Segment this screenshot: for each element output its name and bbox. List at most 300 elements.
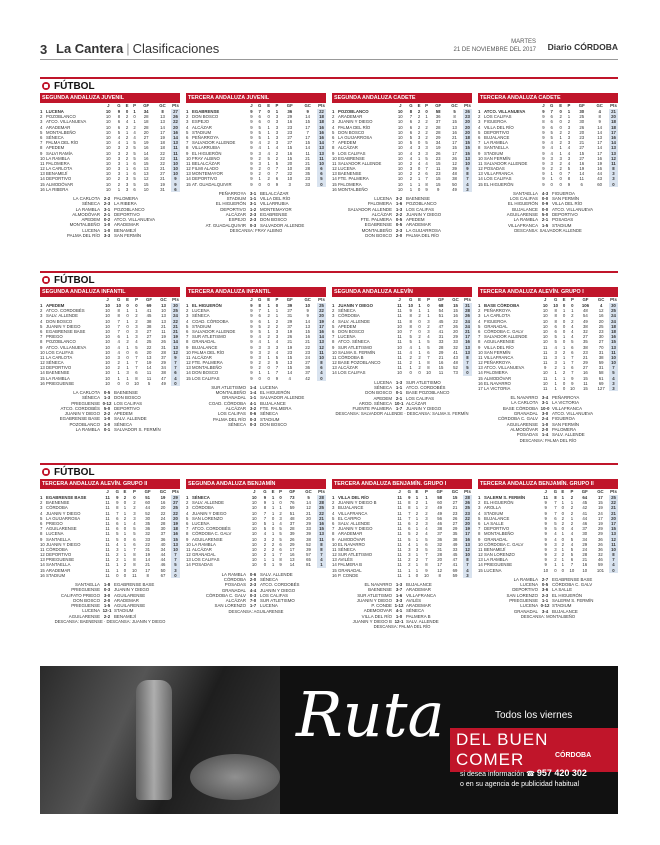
stat-cell: 19 [435, 145, 441, 151]
points-cell: 15 [171, 537, 180, 542]
stat-cell: 31 [598, 365, 604, 371]
stat-cell: 3 [408, 552, 411, 558]
position-cell: 6 [332, 328, 335, 334]
stat-cell: 3 [117, 145, 121, 151]
stat-cell: 27 [287, 140, 293, 146]
stat-cell: 21 [145, 562, 151, 568]
stat-cell: 30 [598, 334, 604, 340]
stat-cell: 9 [544, 562, 547, 568]
team-cell: COAD. CÓRDOBA [192, 318, 229, 324]
position-cell: 2 [478, 500, 481, 506]
stat-cell: 2 [417, 114, 421, 120]
stat-cell: 1 [126, 360, 129, 366]
position-cell: 11 [40, 354, 45, 360]
away-team: EGABRENSE BASE [552, 576, 593, 582]
column-header: E [562, 297, 566, 303]
stat-cell: 33 [305, 181, 311, 187]
stat-cell: 0 [559, 176, 562, 182]
team-cell: SAN FERMÍN [484, 155, 511, 161]
team-cell: BAENENSE [46, 370, 70, 376]
stat-cell: 7 [409, 114, 413, 120]
home-team: LUCENA [374, 196, 392, 201]
stat-cell: 20 [437, 557, 443, 563]
team-cell: JUANIN Y DIEGO [46, 323, 81, 329]
score: 5-0 [103, 405, 111, 411]
stat-cell: 9 [116, 495, 119, 501]
stat-cell: 4 [263, 531, 267, 537]
stat-cell: 2 [409, 354, 412, 360]
stat-cell: 29 [582, 541, 588, 547]
away-team: SALV. ALLENDE [260, 571, 293, 577]
team-cell: STADIUM [46, 572, 66, 578]
score: 3-1 [249, 201, 257, 207]
stat-cell: 2 [559, 129, 562, 135]
points-cell: 16 [171, 130, 180, 135]
stat-cell: 1 [123, 510, 127, 516]
stat-cell: 9 [408, 495, 411, 501]
stat-cell: 10 [134, 380, 139, 386]
score: 2-3 [249, 212, 257, 217]
stat-cell: 1 [135, 308, 138, 314]
stat-cell: 9 [250, 370, 253, 376]
home-team: DON BOSCO [365, 390, 392, 396]
score: 2-2 [103, 613, 111, 619]
home-team: FTE. PALMERA [360, 217, 392, 223]
stat-cell: 1 [550, 171, 553, 177]
position-cell: 4 [478, 510, 481, 516]
stat-cell: 3 [567, 134, 571, 140]
stat-cell: 21 [305, 155, 311, 161]
team-cell: EL HIGUERÓN [192, 303, 222, 309]
stat-cell: 0 [409, 370, 412, 376]
home-team: SANTAELLA [512, 190, 538, 196]
stat-cell: 30 [582, 531, 588, 537]
stat-cell: 17 [305, 134, 311, 140]
stat-cell: 40 [160, 541, 166, 547]
stat-cell: 10 [105, 186, 111, 192]
column-header: GC [159, 103, 166, 109]
score: 1-2 [249, 206, 257, 212]
stat-cell: 35 [583, 339, 588, 345]
stat-cell: 6 [133, 171, 136, 177]
stat-cell: 25 [579, 114, 585, 120]
team-cell: LA RAMBLA [484, 140, 508, 146]
stat-cell: 5 [133, 176, 136, 182]
away-team: LOS CALIFAS [406, 206, 435, 212]
stat-cell: 2 [135, 313, 138, 319]
column-header: G [553, 489, 558, 495]
team-cell: PALOMERA [484, 370, 508, 376]
stat-cell: 10 [251, 562, 257, 568]
position-cell: 12 [478, 360, 483, 366]
stat-cell: 5 [550, 129, 553, 135]
position-cell: 10 [186, 349, 191, 355]
stat-cell: 2 [415, 500, 419, 506]
stat-cell: 10 [397, 323, 402, 329]
stat-cell: 23 [583, 349, 588, 355]
stat-cell: 10 [569, 567, 575, 573]
team-cell: STADIUM [484, 510, 504, 516]
team-cell: LOS CALIFAS [338, 150, 366, 156]
team-cell: ALCÁZAR [338, 145, 358, 151]
stat-cell: 11 [105, 557, 110, 563]
stat-cell: 2 [425, 510, 428, 516]
stat-cell: 11 [146, 375, 152, 381]
stat-cell: 9 [250, 134, 253, 140]
position-cell: 13 [40, 365, 45, 371]
away-team: BENAMEJÍ [114, 613, 136, 619]
team-cell: FTE. PALMERA [338, 176, 369, 182]
ad-info-text-2: o en su agencia de publicidad habitual [460, 781, 580, 788]
stat-cell: 2 [275, 150, 279, 156]
team-cell: ATCO. CORDOBÉS [46, 308, 85, 314]
home-team: JUANIN Y DIEGO [64, 411, 100, 417]
stat-cell: 4 [554, 531, 557, 537]
score: 2-0 [395, 233, 403, 239]
stat-cell: 27 [579, 145, 585, 151]
position-cell: 9 [40, 150, 43, 156]
home-team: PEÑARROYA [218, 190, 246, 196]
stat-cell: 1 [409, 186, 413, 192]
position-cell: 11 [332, 354, 337, 360]
stat-cell: 67 [160, 572, 166, 578]
stat-cell: 3 [258, 354, 261, 360]
stat-cell: 8 [438, 572, 441, 578]
stat-cell: 16 [305, 334, 311, 340]
stat-cell: 2 [117, 181, 121, 187]
points-cell: 22 [317, 109, 326, 114]
stat-cell: 9 [409, 308, 412, 314]
position-cell: 4 [40, 510, 43, 516]
stat-cell: 5 [554, 334, 557, 340]
stat-cell: 11 [435, 166, 441, 172]
team-cell: PRIEGUENSE [46, 380, 75, 386]
home-team: SÉNECA [81, 201, 100, 207]
stat-cell: 2 [279, 510, 282, 516]
stat-cell: 7 [275, 171, 279, 177]
table-row [478, 386, 618, 391]
home-team: GRANADAL [513, 608, 538, 614]
team-cell: GRANADAL [192, 552, 216, 558]
position-cell: 8 [40, 531, 43, 537]
stat-cell: 3 [425, 515, 428, 521]
stat-cell: 3 [125, 186, 129, 192]
home-team: EGABRENSE [364, 222, 392, 228]
stat-cell: 6 [133, 541, 136, 547]
stat-cell: 2 [263, 541, 267, 547]
score: 1-6 [395, 201, 403, 207]
stat-cell: 1 [559, 134, 562, 140]
column-header: J [544, 489, 547, 495]
stat-cell: 11 [105, 546, 110, 552]
stat-cell: 9 [250, 318, 253, 324]
stat-cell: 11 [542, 386, 548, 392]
score: 1-0 [541, 421, 549, 427]
stat-cell: 9 [542, 160, 545, 166]
score: 10-1 [394, 400, 404, 406]
match-results [40, 390, 180, 432]
stat-cell: 51 [438, 313, 444, 319]
stat-cell: 14 [579, 171, 585, 177]
stat-cell: 5 [263, 520, 267, 526]
stat-cell: 4 [133, 134, 136, 140]
team-cell: BUJALANCE [484, 515, 510, 521]
away-team: PALMERA B [406, 613, 431, 619]
stat-cell: 0 [561, 510, 564, 516]
league-card [40, 287, 180, 443]
away-team: BASE POZOBLANCO [406, 390, 450, 396]
stat-cell: 2 [417, 109, 421, 115]
team-cell: AGUILARENSE [192, 536, 223, 542]
column-header: GF [289, 489, 296, 495]
home-team: EGABRENSE BASE [59, 416, 100, 422]
stat-cell: 4 [409, 145, 413, 151]
stat-cell: 7 [258, 308, 261, 314]
position-cell: 8 [478, 145, 481, 151]
stat-cell: 41 [453, 349, 458, 355]
stat-cell: 12 [452, 160, 457, 166]
stat-cell: 4 [409, 349, 412, 355]
standings-section [40, 463, 618, 630]
team-cell: SALVADOR ALLENDE [192, 328, 236, 334]
stat-cell: 2 [258, 155, 261, 161]
stat-cell: 5 [570, 546, 574, 552]
stat-cell: 10 [105, 323, 110, 329]
stat-cell: 8 [408, 505, 411, 511]
stat-cell: 22 [305, 344, 311, 350]
stat-cell: 0 [417, 140, 421, 146]
stat-cell: 22 [160, 160, 165, 166]
home-team: DON BOSCO [365, 233, 392, 239]
points-cell: 17 [609, 130, 618, 135]
stat-cell: 3 [125, 181, 129, 187]
league-card [332, 93, 472, 238]
match-results [478, 577, 618, 619]
stat-cell: 34 [143, 109, 149, 115]
position-cell: 9 [186, 344, 189, 350]
away-team: LA GUIJARROSA [406, 227, 441, 233]
stat-cell: 5 [117, 129, 121, 135]
league-title: TERCERA ANDALUZA BENJAMÍN. GRUPO I [332, 479, 472, 489]
stat-cell: 1 [123, 541, 127, 547]
away-team: STADIUM [260, 416, 280, 422]
stat-cell: 11 [105, 541, 110, 547]
stat-cell: 6 [550, 114, 553, 120]
stat-cell: 3 [275, 134, 279, 140]
stat-cell: 21 [160, 166, 165, 172]
stat-cell: 1 [271, 562, 275, 568]
stat-cell: 59 [452, 572, 458, 578]
ad-phone: 957 420 302 [536, 768, 587, 778]
points-cell: 21 [463, 329, 472, 334]
position-cell: 7 [478, 334, 481, 340]
stat-cell: 1 [275, 109, 279, 115]
advertisement[interactable] [40, 666, 618, 814]
home-team: EL NAVARRO [364, 582, 392, 587]
points-cell: 18 [463, 135, 472, 140]
stat-cell: 6 [571, 349, 574, 355]
position-cell: 1 [40, 109, 43, 115]
stat-cell: 10 [251, 526, 257, 532]
points-cell: 30 [171, 303, 180, 308]
team-cell: ATCO. VILLANUEVA [46, 119, 87, 125]
stat-cell: 1 [126, 308, 129, 314]
stat-cell: 1 [126, 334, 129, 340]
stat-cell: 2 [418, 365, 421, 371]
stat-cell: 10 [105, 166, 111, 172]
stat-cell: 24 [598, 510, 603, 516]
stat-cell: 9 [250, 114, 253, 120]
column-header: J [106, 489, 109, 495]
stat-cell: 11 [543, 495, 548, 501]
stat-cell: 10 [105, 349, 110, 355]
stat-cell: 15 [305, 119, 311, 125]
stat-cell: 0 [126, 313, 129, 319]
standings-section [40, 77, 618, 238]
stat-cell: 5 [409, 334, 412, 340]
team-cell: CÓRDOBA [338, 313, 360, 319]
away-team: ARADEMAR [114, 222, 139, 228]
points-cell: 25 [317, 505, 326, 510]
position-cell: 15 [40, 181, 45, 187]
stat-cell: 13 [161, 318, 166, 324]
stat-cell: 12 [306, 505, 311, 511]
stat-cell: 2 [271, 546, 275, 552]
team-cell: AVILÉS [338, 557, 353, 563]
subsection-title: Clasificaciones [132, 41, 220, 56]
match-results [478, 395, 618, 443]
stat-cell: 11 [105, 536, 110, 542]
stat-cell: 6 [550, 124, 553, 130]
standings-table [40, 489, 180, 578]
stat-cell: 5 [409, 339, 412, 345]
stat-cell: 10 [251, 552, 257, 558]
stat-cell: 0 [562, 313, 566, 319]
stat-cell: 23 [579, 134, 585, 140]
team-cell: LA SALLE [484, 520, 504, 526]
column-header: J [106, 297, 109, 303]
stat-cell: 8 [425, 562, 428, 568]
stat-cell: 1 [126, 318, 129, 324]
stat-cell: 0 [559, 109, 562, 115]
team-cell: SALV. ALLENDE [338, 520, 371, 526]
away-team: EL HIGUERÓN [260, 390, 291, 396]
score: 3-2 [395, 196, 403, 201]
points-cell: 4 [171, 376, 180, 381]
position-cell: 16 [332, 186, 337, 192]
stat-cell: 9 [544, 552, 547, 558]
stat-cell: 3 [133, 515, 136, 521]
stat-cell: 0 [561, 505, 564, 511]
stat-cell: 0 [258, 375, 261, 381]
stat-cell: 10 [105, 181, 111, 187]
stat-cell: 7 [567, 171, 571, 177]
stat-cell: 5 [263, 526, 267, 532]
stat-cell: 2 [125, 134, 129, 140]
stat-cell: 25 [146, 339, 152, 345]
home-team: VILLA DEL RÍO [361, 613, 392, 619]
away-team: LA RIBERA [114, 201, 137, 207]
column-header: GF [144, 489, 151, 495]
points-cell: 13 [463, 345, 472, 350]
column-header: G [115, 489, 119, 495]
table-row [478, 182, 618, 187]
stat-cell: 17 [598, 515, 603, 521]
stat-cell: 10 [105, 114, 111, 120]
stat-cell: 10 [105, 370, 110, 376]
stat-cell: 10 [105, 313, 110, 319]
stat-cell: 5 [135, 344, 138, 350]
stat-cell: 31 [438, 334, 444, 340]
team-cell: MONTALBEÑO [484, 531, 514, 537]
stat-cell: 2 [125, 145, 129, 151]
date-block [454, 38, 536, 54]
stat-cell: 1 [561, 546, 564, 552]
stat-cell: 1 [123, 520, 127, 526]
match-results [332, 196, 472, 238]
points-cell: 15 [609, 526, 618, 531]
score: 1-4 [541, 432, 549, 438]
column-header: G [553, 297, 558, 303]
team-cell: EL HIGUERÓN [484, 181, 514, 187]
stat-cell: 17 [598, 495, 603, 501]
column-header: J [253, 489, 256, 495]
league-card [186, 287, 326, 443]
position-cell: 8 [186, 145, 189, 151]
stat-cell: 11 [397, 541, 402, 547]
position-cell: 6 [478, 520, 481, 526]
stat-cell: 11 [397, 313, 402, 319]
stat-cell: 10 [105, 328, 110, 334]
points-cell: 28 [317, 495, 326, 500]
stat-cell: 0 [267, 114, 270, 120]
column-header: G [550, 103, 554, 109]
stat-cell: 0 [562, 323, 566, 329]
stat-cell: 7 [425, 176, 428, 182]
stat-cell: 1 [427, 308, 430, 314]
stat-cell: 5 [147, 380, 151, 386]
team-cell: AT. GUADALQUIVIR [192, 181, 232, 187]
column-header: GF [436, 489, 443, 495]
team-cell: SALERM S. FERMÍN [484, 495, 526, 501]
team-cell: BENAMEJÍ [46, 171, 68, 177]
position-cell: 8 [332, 531, 335, 537]
stat-cell: 1 [418, 360, 421, 366]
away-team: SAN FERMÍN [552, 421, 580, 427]
stat-cell: 4 [116, 541, 119, 547]
points-cell: 11 [171, 156, 180, 161]
stat-cell: 10 [105, 155, 111, 161]
position-cell: 14 [332, 562, 337, 568]
score: 1-0 [103, 416, 111, 422]
stat-cell: 0 [123, 572, 127, 578]
position-cell: 4 [186, 124, 189, 130]
stat-cell: 3 [275, 140, 279, 146]
column-header: E [267, 297, 271, 303]
standings-table [332, 489, 472, 578]
stat-cell: 4 [550, 145, 553, 151]
column-header: Pts [172, 489, 179, 495]
stat-cell: 69 [146, 303, 152, 309]
stat-cell: 5 [258, 328, 261, 334]
league-card [186, 479, 326, 630]
stat-cell: 10 [397, 155, 403, 161]
team-cell: CÓRDOBA B [338, 354, 364, 360]
position-cell: 3 [40, 313, 43, 319]
stat-cell: 29 [452, 526, 458, 532]
stat-cell: 1 [418, 303, 421, 309]
home-team: ALMODÓVAR [72, 211, 100, 217]
